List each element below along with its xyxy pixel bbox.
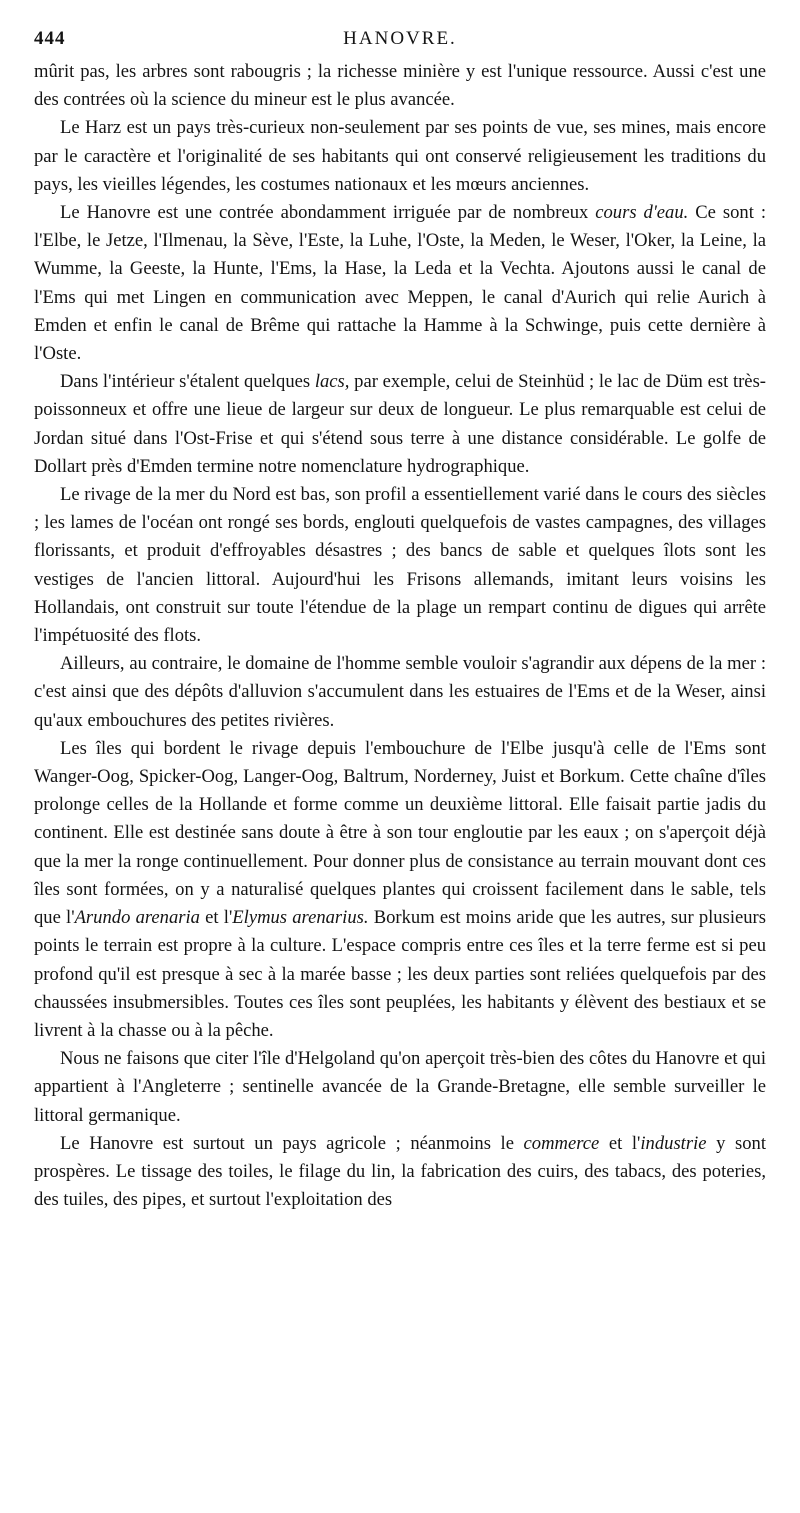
text-run: Le rivage de la mer du Nord est bas, son profil a essentiellement varié dans le cours des siècles ; les lames de l'océan ont rongé ses bords, englouti quelquefois de vastes campagnes, des villages florissants, et produit d'effroyables désastres ; des bancs de sable et quelques îlots sont les vestiges de l'ancien littoral. Aujourd'hui les Frisons allemands, imitant leurs voisins les Hollandais, ont construit sur toute l'étendue de la plage un rempart continu de digues qui arrête l'impétuosité des flots.: [34, 484, 766, 647]
paragraph-8: [34, 1045, 766, 1130]
text-run: Ailleurs, au contraire, le domaine de l'homme semble vouloir s'agrandir aux dépens de la mer : c'est ainsi que des dépôts d'alluvion s'accumulent dans les estuaires de l'Ems et de la Weser, ainsi qu'aux embouchures des petites rivières.: [34, 653, 766, 731]
paragraph-1: [34, 58, 766, 114]
text-run: Le Hanovre est une contrée abondamment irriguée par de nombreux: [60, 202, 596, 224]
page-body: [34, 58, 766, 1214]
paragraph-9: [34, 1130, 766, 1215]
text-run: Ce sont : l'Elbe, le Jetze, l'Ilmenau, la Sève, l'Este, la Luhe, l'Oste, la Meden, le Weser, l'Oker, la Leine, la Wumme, la Geeste, la Hunte, l'Ems, la Hase, la Leda et la Vechta. Ajoutons aussi le canal de l'Ems qui met Lingen en communication avec Meppen, le canal d'Aurich qui relie Aurich à Emden et enfin le canal de Brême qui rattache la Hamme à la Schwinge, puis cette dernière à l'Oste.: [34, 202, 766, 365]
paragraph-2: [34, 114, 766, 199]
text-run: par exemple, celui de Steinhüd ; le lac de Düm est très-poissonneux et offre une lieue de largeur sur deux de longueur. Le plus remarquable est celui de Jordan situé dans l'Ost-Frise et qui s'étend sous terre à une distance considérable. Le golfe de Dollart près d'Emden termine notre nomenclature hydrographique.: [34, 371, 766, 477]
paragraph-7: [34, 735, 766, 1045]
text-run: et l': [599, 1132, 641, 1154]
running-title: HANOVRE.: [343, 28, 457, 49]
book-page: [34, 28, 766, 1214]
paragraph-3: [34, 199, 766, 368]
italic-term: industrie: [640, 1132, 707, 1154]
text-run: Dans l'intérieur s'étalent quelques: [60, 371, 315, 393]
text-run: Le Harz est un pays très-curieux non-seulement par ses points de vue, ses mines, mais encore par le caractère et l'originalité de ses habitants qui ont conservé religieusement les traditions du pays, les vieilles légendes, les costumes nationaux et les mœurs anciennes.: [34, 117, 766, 195]
text-run: Nous ne faisons que citer l'île d'Helgoland qu'on aperçoit très-bien des côtes du Hanovre et qui appartient à l'Angleterre ; sentinelle avancée de la Grande-Bretagne, elle semble surveiller le littoral germanique.: [34, 1048, 766, 1126]
text-run: Les îles qui bordent le rivage depuis l'embouchure de l'Elbe jusqu'à celle de l'Ems sont Wanger-Oog, Spicker-Oog, Langer-Oog, Baltrum, Norderney, Juist et Borkum. Cette chaîne d'îles prolonge celles de la Hollande et forme comme un deuxième littoral. Elle faisait partie jadis du continent. Elle est destinée sans doute à être à son tour engloutie par les eaux ; on s'aperçoit déjà que la mer la ronge continuellement. Pour donner plus de consistance au terrain mouvant dont ces îles sont formées, on y a naturalisé quelques plantes qui croissent facilement dans le sable, tels que l': [34, 737, 766, 929]
page-number: 444: [34, 28, 66, 49]
text-run: mûrit pas, les arbres sont rabougris ; la richesse minière y est l'unique ressource. Aussi c'est une des contrées où la science du mineur est le plus avancée.: [34, 61, 766, 111]
italic-term: lacs,: [314, 371, 350, 393]
text-run: et l': [199, 907, 233, 929]
italic-term: Elymus arenarius.: [232, 907, 369, 929]
italic-term: commerce: [523, 1132, 600, 1154]
text-run: Le Hanovre est surtout un pays agricole ; néanmoins le: [60, 1132, 524, 1154]
page-header: [34, 28, 766, 58]
italic-term: Arundo arenaria: [74, 907, 200, 929]
paragraph-6: [34, 650, 766, 735]
text-run: y sont prospères. Le tissage des toiles, le filage du lin, la fabrication des cuirs, des tabacs, des poteries, des tuiles, des pipes, et surtout l'exploitation des: [34, 1132, 766, 1211]
text-run: Borkum est moins aride que les autres, sur plusieurs points le terrain est propre à la culture. L'espace compris entre ces îles et la terre ferme est si peu profond qu'il est presque à sec à la marée basse ; les deux parties sont reliées quelquefois par des chaussées insubmersibles. Toutes ces îles sont peuplées, les habitants y élèvent des bestiaux et se livrent à la chasse ou à la pêche.: [34, 907, 766, 1041]
paragraph-5: [34, 481, 766, 650]
paragraph-4: [34, 368, 766, 481]
italic-term: cours d'eau.: [595, 202, 689, 224]
